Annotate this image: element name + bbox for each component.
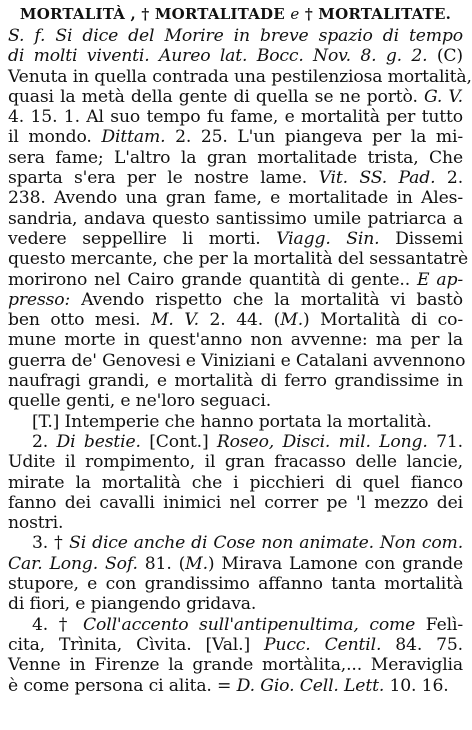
text-line (8, 513, 463, 533)
text-line (8, 635, 463, 655)
text-segment: Dissemi (379, 228, 463, 249)
text-segment: il mondo. (8, 127, 102, 148)
italic-segment: Roseo, Disci. mil. Long. (216, 431, 428, 452)
headword-main: MORTALITÀ , † MORTALITADE (19, 5, 285, 23)
text-segment: 3. † (32, 533, 70, 554)
text-segment: 4. † (32, 614, 84, 635)
text-segment: naufragi grandi, e mortalità di ferro grandissime in (8, 371, 463, 392)
text-segment: 2. (435, 168, 464, 189)
text-segment: ben otto mesi. (8, 310, 151, 331)
text-line (8, 412, 463, 432)
text-segment: 4. 15. 1. Al suo tempo fu fame, e mortalità per tutto (8, 107, 463, 128)
text-segment: 84. 75. (381, 634, 463, 655)
text-segment: ) Mortalità di co- (303, 310, 463, 331)
text-line (8, 594, 463, 614)
text-segment: mune morte in quest'anno non avvenne: ma per la (8, 330, 463, 351)
text-line (8, 270, 463, 290)
italic-segment: Coll'accento sull'antipenultima, come (83, 614, 416, 635)
text-line (8, 26, 463, 46)
text-segment: Udite il rompimento, il gran fracasso delle lancie, (8, 452, 463, 473)
italic-segment: M. V. (150, 310, 199, 331)
text-segment: cita, Trìnita, Cìvita. [Val.] (8, 634, 264, 655)
italic-segment: S. f. Si dice del Morire in breve spazio di tempo (8, 26, 463, 46)
text-line (8, 168, 463, 188)
headword-variant: † MORTALITATE. (304, 5, 452, 23)
text-segment: questo mercante, che per la mortalità del sessantatrè (8, 249, 469, 270)
italic-segment: Dittam. (101, 127, 166, 148)
text-segment: Venne in Firenze la grande mortàlita,... Meraviglia (8, 655, 463, 676)
text-segment: stupore, e con grandissimo affanno tanta mortalità (8, 574, 463, 595)
text-line (8, 249, 469, 270)
text-line (8, 209, 463, 229)
text-line (8, 188, 463, 208)
text-line (8, 127, 463, 147)
text-segment: 81. ( (137, 553, 186, 574)
text-segment: Felì- (415, 614, 463, 635)
text-segment: [T.] Intemperie che hanno portata la mortalità. (32, 411, 432, 432)
text-segment: sandria, andava questo santissimo umile patriarca a (8, 208, 463, 229)
text-line (8, 87, 463, 107)
text-line (8, 66, 472, 87)
text-segment: mirate la mortalità che i picchieri di quel fianco (8, 472, 463, 493)
text-segment: Avendo rispetto che la mortalità vi bastò (70, 289, 463, 310)
text-line (8, 533, 463, 553)
text-line (8, 574, 463, 594)
text-segment: è come persona ci alita. = (8, 675, 237, 696)
italic-segment: Di bestie. (56, 431, 141, 452)
italic-segment: Vit. SS. Pad. (318, 168, 436, 189)
text-line (8, 310, 463, 330)
text-line (8, 107, 463, 127)
text-segment: sparta s'era per le nostre lame. (8, 168, 319, 189)
text-segment: guerra de' Genovesi e Viniziani e Catalani avvennono (8, 350, 466, 371)
text-line (8, 676, 463, 696)
text-segment: (C) (427, 46, 463, 67)
text-segment: 2. (32, 431, 57, 452)
text-line (8, 473, 463, 493)
text-line (8, 554, 463, 574)
text-line (8, 290, 463, 310)
italic-segment: Pucc. Centil. (264, 634, 382, 655)
text-line (8, 371, 463, 391)
text-segment: 2. 44. ( (198, 310, 281, 331)
italic-segment: D. Gio. Cell. Lett. (236, 675, 385, 696)
text-segment: vedere seppellire li morti. (8, 228, 277, 249)
text-segment: 10. 16. (384, 675, 449, 696)
entry-body (8, 26, 472, 696)
text-line (8, 350, 466, 371)
text-segment: nostri. (8, 513, 64, 534)
text-segment: 71. (427, 431, 463, 452)
text-line (8, 615, 463, 635)
text-line (8, 229, 463, 249)
text-line (8, 391, 463, 411)
italic-segment: Viagg. Sin. (276, 228, 380, 249)
headword-conjunction: e (290, 5, 300, 23)
italic-segment: E ap- (417, 269, 463, 290)
text-segment: di fiori, e piangendo gridava. (8, 594, 257, 615)
text-segment: morirono nel Cairo grande quantità di gente.. (8, 269, 417, 290)
text-segment: 2. 25. L'un piangeva per la mi- (165, 127, 464, 148)
text-segment: ) Mirava Lamone con grande (207, 553, 463, 574)
text-line (8, 452, 463, 472)
text-segment: 238. Avendo una gran fame, e mortalitade in Ales- (8, 188, 463, 209)
italic-segment: M. (280, 310, 304, 331)
text-segment: sera fame; L'altro la gran mortalitade trista, Che (8, 147, 463, 168)
italic-segment: G. V. (423, 86, 463, 107)
italic-segment: M. (185, 553, 208, 574)
text-segment: quasi la metà della gente di quella se ne portò. (8, 86, 424, 107)
text-line (8, 655, 463, 675)
entry-headword (8, 4, 463, 25)
text-line (8, 330, 463, 350)
text-segment: fanno dei cavalli inimici nel correr pe 'l mezzo dei (8, 492, 463, 513)
italic-segment: presso: (8, 289, 71, 310)
text-segment: Venuta in quella contrada una pestilenziosa mortalità, (8, 66, 472, 87)
text-segment: quelle genti, e ne'loro seguaci. (8, 391, 272, 412)
text-line (8, 432, 463, 452)
text-segment: [Cont.] (140, 431, 217, 452)
italic-segment: di molti viventi. Aureo lat. Bocc. Nov. 8. g. 2. (8, 46, 428, 67)
text-line (8, 493, 463, 513)
text-line (8, 46, 463, 66)
italic-segment: Si dice anche di Cose non animate. Non com. (69, 533, 464, 554)
italic-segment: Car. Long. Sof. (8, 553, 138, 574)
text-line (8, 148, 463, 168)
